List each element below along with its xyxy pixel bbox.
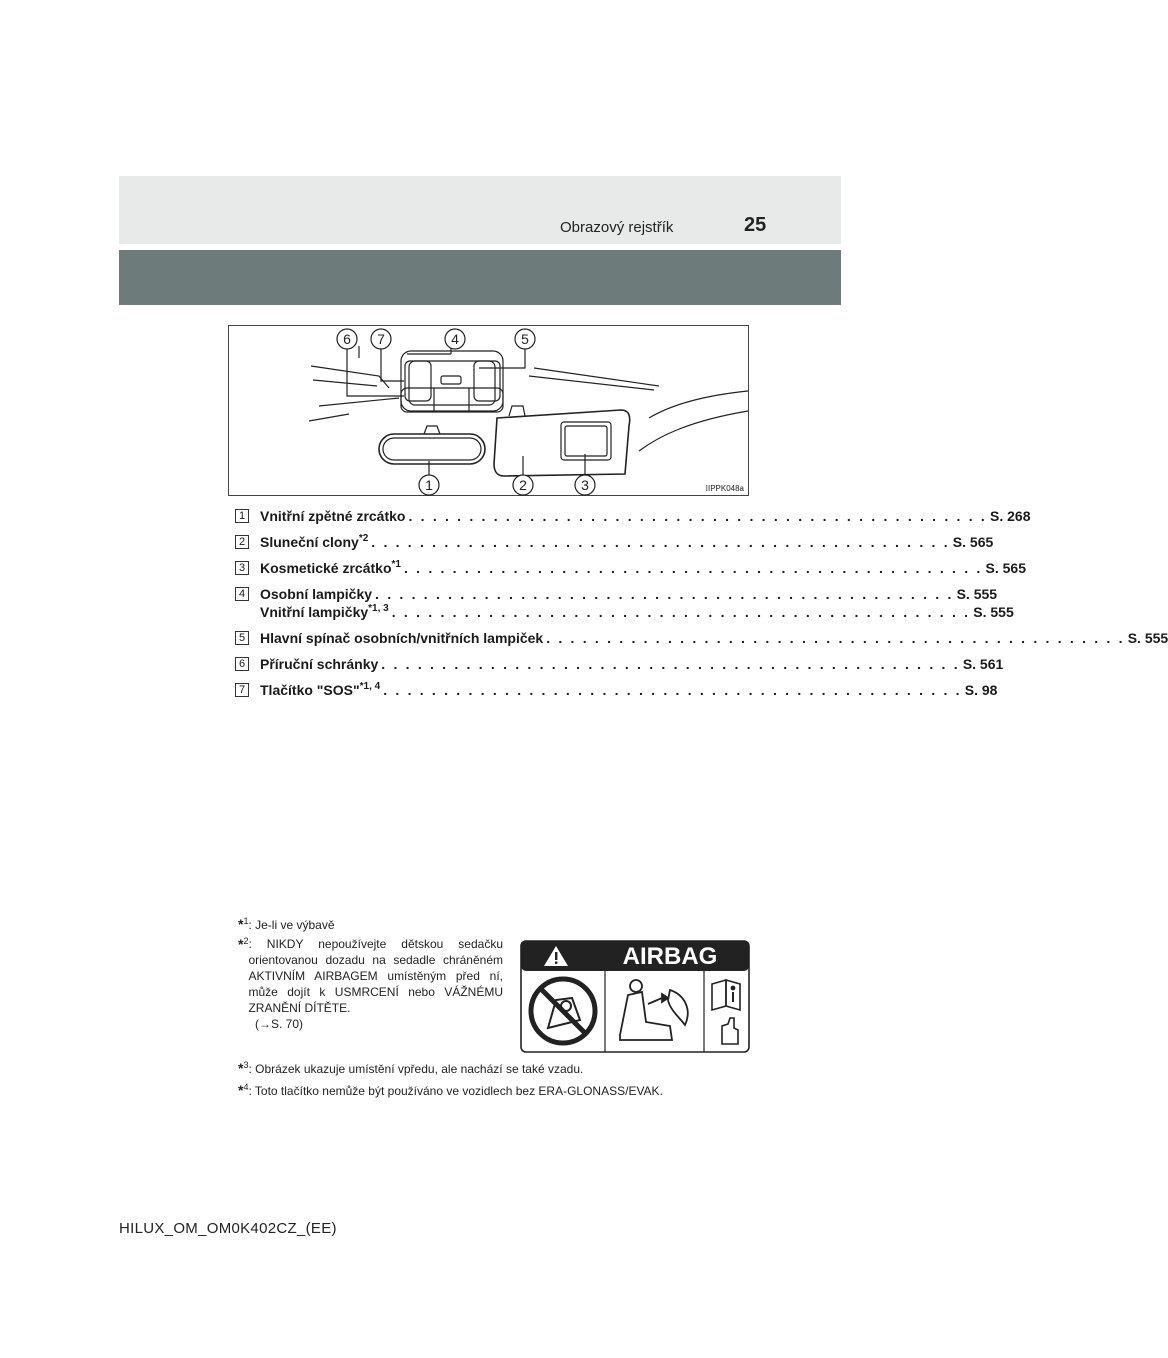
callout-5-text: 5 (521, 331, 529, 347)
callout-1-text: 1 (425, 477, 433, 493)
index-entry (235, 558, 1026, 578)
entry-label: Kosmetické zrcátko$^{*1}$ (260, 559, 401, 576)
document-id: HILUX_OM_OM0K402CZ_(EE) (119, 1220, 337, 1237)
entry-page-ref: S. 561 (962, 656, 1004, 672)
index-entry (235, 628, 1168, 648)
entry-number: 1 (235, 509, 249, 523)
figure-code: IIPPK048a (705, 484, 744, 493)
entry-number: 6 (235, 657, 249, 671)
entry-label: Osobní lampičky (260, 586, 373, 602)
callout-4-text: 4 (451, 331, 459, 347)
entry-page-ref: S. 555 (956, 586, 998, 602)
airbag-title: AIRBAG (622, 943, 718, 970)
section-title: Obrazový rejstřík (560, 219, 674, 236)
leader-dots: . . . . . . . . . . . . . . . . . . . . . . . . . . . . . . . . . . . . . . . . . . . . . . . . (383, 682, 962, 698)
leader-dots: . . . . . . . . . . . . . . . . . . . . . . . . . . . . . . . . . . . . . . . . . . . . . . . . (391, 604, 971, 620)
index-entry (235, 654, 1004, 674)
entry-page-ref: S. 565 (985, 560, 1026, 576)
entry-label: Vnitřní lampičky$^{*1, 3}$ (260, 603, 389, 620)
leader-dots: . . . . . . . . . . . . . . . . . . . . . . . . . . . . . . . . . . . . . . . . . . . . . . . . (403, 560, 983, 576)
entry-label: Vnitřní zpětné zrcátko (260, 508, 406, 524)
header-bar (119, 176, 841, 244)
footnote-3: *$^3$: Obrázek ukazuje umístění vpředu, ale nachází se také vzadu. (238, 1060, 584, 1076)
leader-dots: . . . . . . . . . . . . . . . . . . . . . . . . . . . . . . . . . . . . . . . . . . . . . . . . (371, 534, 950, 550)
footnote-4: *$^4$: Toto tlačítko nemůže být používáno ve vozidlech bez ERA-GLONASS/EVAK. (238, 1082, 663, 1098)
entry-number: 2 (235, 535, 249, 549)
leader-dots: . . . . . . . . . . . . . . . . . . . . . . . . . . . . . . . . . . . . . . . . . . . . . . . . (408, 508, 987, 524)
entry-label: Příruční schránky (260, 656, 379, 672)
callout-6-text: 6 (343, 331, 351, 347)
index-entry (235, 602, 1014, 622)
callout-3-text: 3 (581, 477, 589, 493)
entry-label: Sluneční clony$^{*2}$ (260, 533, 369, 550)
overhead-console-illustration (229, 326, 748, 495)
entry-number (235, 605, 249, 619)
interior-figure (228, 325, 749, 496)
entry-number: 3 (235, 561, 249, 575)
airbag-warning-label (520, 940, 750, 1053)
entry-label: Hlavní spínač osobních/vnitřních lampiček (260, 630, 544, 646)
index-entry (235, 506, 1031, 526)
callout-2-text: 2 (519, 477, 527, 493)
page-number: 25 (744, 214, 767, 236)
entry-page-ref: S. 565 (952, 534, 994, 550)
entry-page-ref: S. 268 (990, 508, 1031, 524)
entry-label: Tlačítko "SOS"$^{*1, 4}$ (260, 681, 381, 698)
footnote-2: *$^2$ : NIKDY nepoužívejte dětskou sedačku orientovanou dozadu na sedadle chráněném AKTIVNÍM AIRBAGEM umístěným před ní, může dojít k USMRCENÍ nebo VÁŽNÉMU ZRANĚNÍ DÍTĚTE. (→S. 70) (238, 936, 503, 1031)
index-entry (235, 584, 998, 604)
leader-dots: . . . . . . . . . . . . . . . . . . . . . . . . . . . . . . . . . . . . . . . . . . . . . . . . (381, 656, 960, 672)
index-entry (235, 532, 994, 552)
footnote-2-ref: (→S. 70) (255, 1017, 304, 1031)
callout-7-text: 7 (377, 331, 385, 347)
index-entry (235, 680, 998, 700)
entry-page-ref: S. 555 (973, 604, 1014, 620)
footnote-1: *$^1$: Je-li ve výbavě (238, 916, 335, 932)
entry-page-ref: S. 555 (1127, 630, 1168, 646)
leader-dots: . . . . . . . . . . . . . . . . . . . . . . . . . . . . . . . . . . . . . . . . . . . . . . . . (375, 586, 954, 602)
entry-page-ref: S. 98 (964, 682, 998, 698)
entry-number: 4 (235, 587, 249, 601)
entry-number: 5 (235, 631, 249, 645)
header-band (119, 250, 841, 305)
leader-dots: . . . . . . . . . . . . . . . . . . . . . . . . . . . . . . . . . . . . . . . . . . . . . . . . (546, 630, 1125, 646)
entry-number: 7 (235, 683, 249, 697)
